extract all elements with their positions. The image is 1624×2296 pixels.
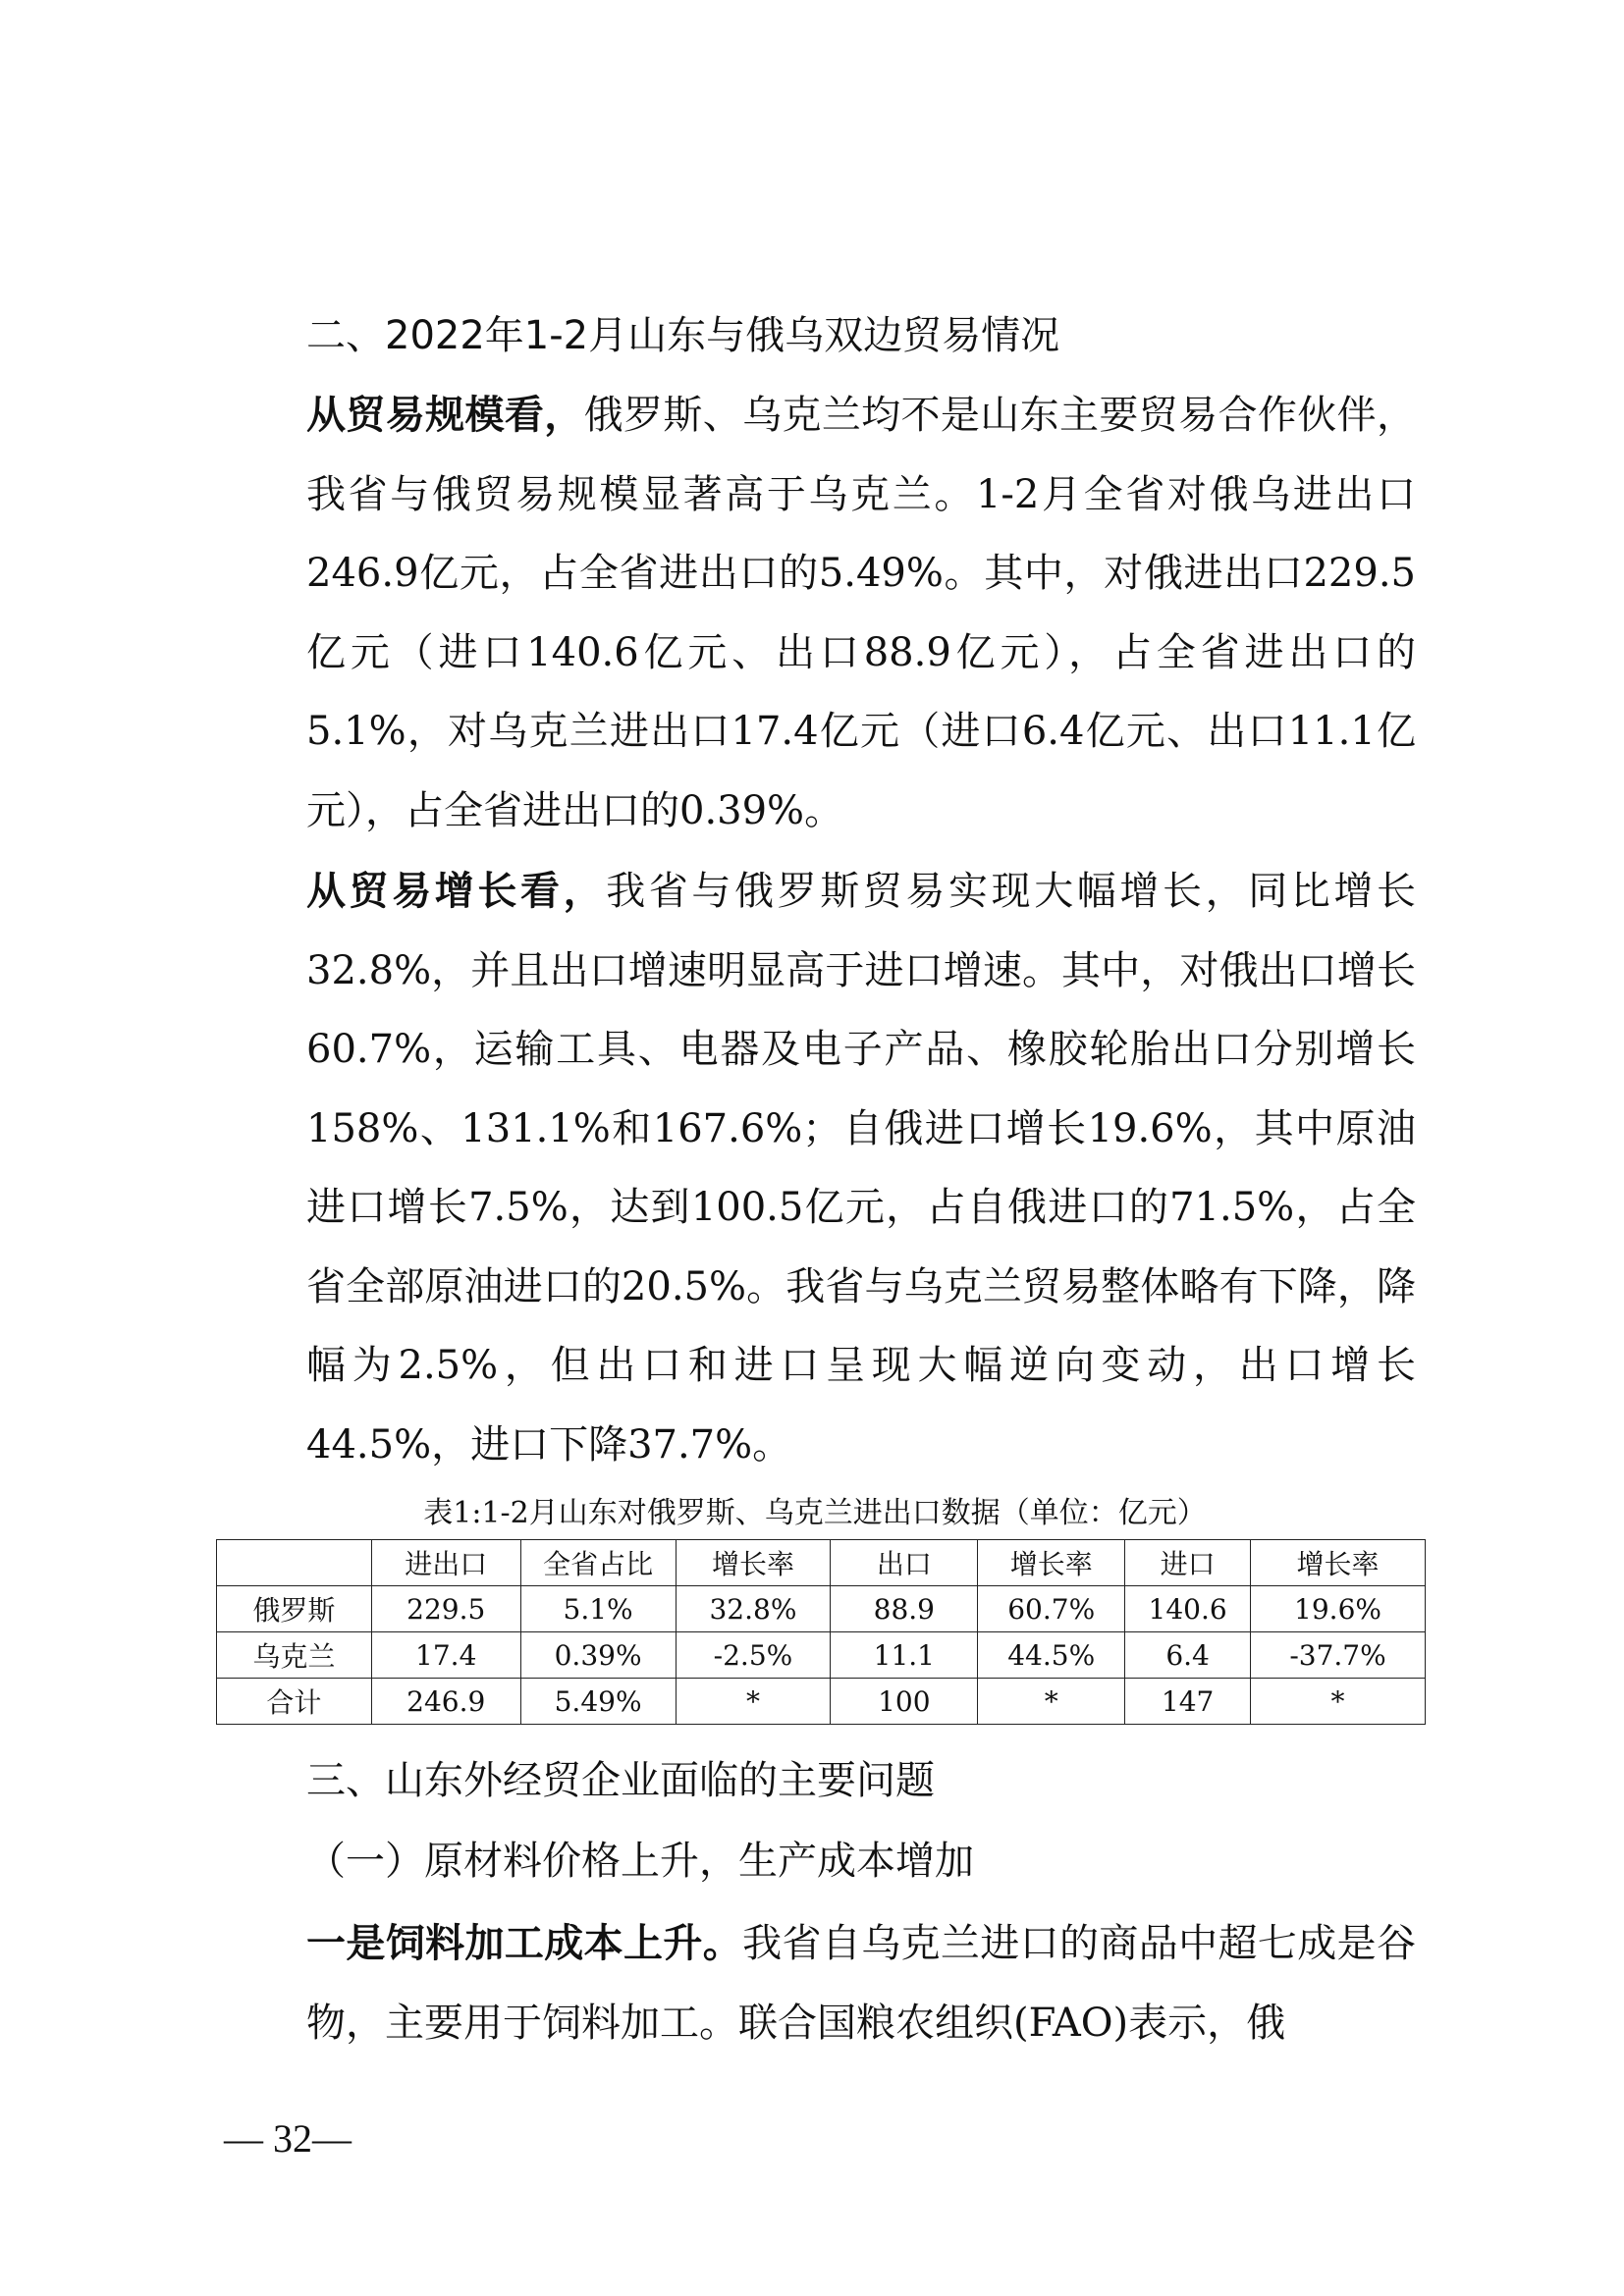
table-cell: 6.4: [1125, 1632, 1251, 1679]
table-cell: 19.6%: [1251, 1586, 1426, 1632]
header-cell-export-growth: 增长率: [978, 1540, 1125, 1586]
paragraph-body-scale: 俄罗斯、乌克兰均不是山东主要贸易合作伙伴，我省与俄贸易规模显著高于乌克兰。1-2月全省对俄乌进出口246.9亿元，占全省进出口的5.49%。其中，对俄进出口229.5亿元（进口140.6亿元、出口88.9亿元），占全省进出口的5.1%，对乌克兰进出口17.4亿元（进口6.4亿元、出口11.1亿元），占全省进出口的0.39%。: [306, 393, 1417, 833]
section-3-paragraph-feed: [306, 1904, 1416, 2062]
paragraph-lead-scale: 从贸易规模看，: [306, 392, 584, 438]
section-2-paragraph-scale: [306, 376, 1416, 850]
table-cell: -37.7%: [1251, 1632, 1426, 1679]
section-2-paragraph-growth: [306, 852, 1416, 1484]
paragraph-lead-growth: 从贸易增长看，: [306, 868, 607, 914]
table-cell: 44.5%: [978, 1632, 1125, 1679]
section-2-heading: 二、2022年1-2月山东与俄乌双边贸易情况: [306, 313, 1060, 358]
table-cell: *: [978, 1679, 1125, 1725]
paragraph-body-growth: 我省与俄罗斯贸易实现大幅增长，同比增长32.8%，并且出口增速明显高于进口增速。其中，对俄出口增长60.7%，运输工具、电器及电子产品、橡胶轮胎出口分别增长158%、131.1%和167.6%；自俄进口增长19.6%，其中原油进口增长7.5%，达到100.5亿元，占自俄进口的71.5%，占全省全部原油进口的20.5%。我省与乌克兰贸易整体略有下降，降幅为2.5%，但出口和进口呈现大幅逆向变动，出口增长44.5%，进口下降37.7%。: [306, 869, 1417, 1468]
table-cell: 147: [1125, 1679, 1251, 1725]
table-cell: 0.39%: [520, 1632, 676, 1679]
table-cell: 60.7%: [978, 1586, 1125, 1632]
table-cell: 100: [831, 1679, 978, 1725]
table-cell: 5.1%: [520, 1586, 676, 1632]
header-cell-total-trade: 进出口: [371, 1540, 520, 1586]
table-row: [217, 1679, 1426, 1725]
table-cell: 88.9: [831, 1586, 978, 1632]
table-cell: 5.49%: [520, 1679, 676, 1725]
table-cell: 246.9: [371, 1679, 520, 1725]
table-cell: -2.5%: [676, 1632, 831, 1679]
header-cell-province-share: 全省占比: [520, 1540, 676, 1586]
table-cell: 140.6: [1125, 1586, 1251, 1632]
page-number: — 32—: [224, 2116, 352, 2161]
section-3-subheading: （一）原材料价格上升，生产成本增加: [306, 1839, 974, 1884]
paragraph-lead-feed: 一是饲料加工成本上升。: [306, 1920, 743, 1966]
paragraph-body-feed: 我省自乌克兰进口的商品中超七成是谷物，主要用于饲料加工。联合国粮农组织(FAO)表示，俄: [306, 1921, 1417, 2046]
table-header-row: [217, 1540, 1426, 1586]
table-cell: 11.1: [831, 1632, 978, 1679]
header-cell-import: 进口: [1125, 1540, 1251, 1586]
table-cell: 17.4: [371, 1632, 520, 1679]
table-cell: 229.5: [371, 1586, 520, 1632]
section-3-heading: 三、山东外经贸企业面临的主要问题: [306, 1758, 935, 1803]
table-row: [217, 1632, 1426, 1679]
header-cell-empty: [217, 1540, 372, 1586]
table-cell: 俄罗斯: [217, 1586, 372, 1632]
trade-data-table: [216, 1539, 1426, 1725]
table-cell: 乌克兰: [217, 1632, 372, 1679]
table-cell: 32.8%: [676, 1586, 831, 1632]
table-cell: *: [676, 1679, 831, 1725]
header-cell-growth: 增长率: [676, 1540, 831, 1586]
table-cell: *: [1251, 1679, 1426, 1725]
table-caption: 表1:1-2月山东对俄罗斯、乌克兰进出口数据（单位：亿元）: [423, 1496, 1207, 1530]
table-row: [217, 1586, 1426, 1632]
header-cell-import-growth: 增长率: [1251, 1540, 1426, 1586]
table-cell: 合计: [217, 1679, 372, 1725]
header-cell-export: 出口: [831, 1540, 978, 1586]
